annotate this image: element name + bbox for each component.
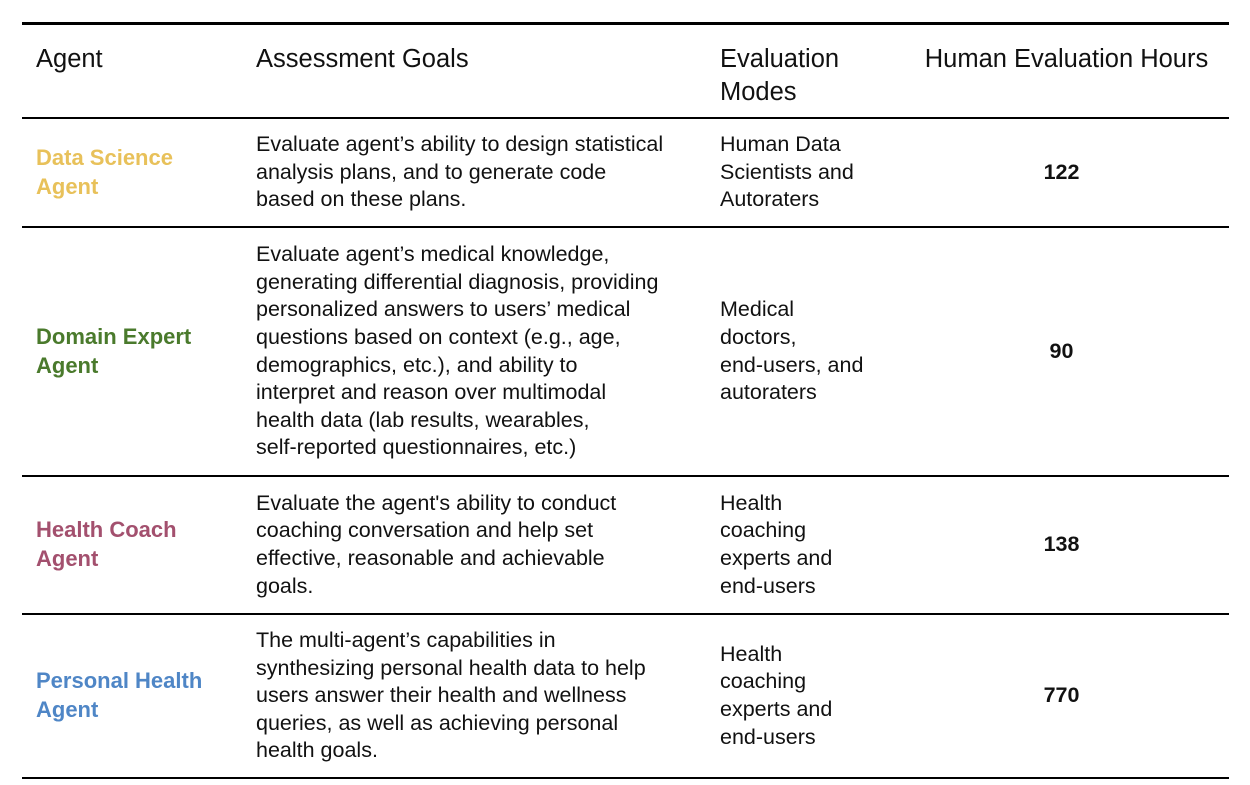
goals-cell: [242, 131, 706, 214]
hours-cell: [894, 338, 1229, 366]
agent-name-domain-expert: Domain Expert Agent: [36, 323, 192, 378]
table-bottom-rule: [22, 777, 1229, 779]
modes-cell: [706, 641, 894, 751]
agent-cell: [22, 667, 242, 724]
table-row: [22, 615, 1229, 777]
modes-text: Health coaching experts and end-users: [720, 490, 833, 598]
header-assessment-goals: Assessment Goals: [256, 45, 469, 73]
header-evaluation-modes-text: Evaluation Modes: [720, 45, 840, 106]
header-agent: Agent: [36, 45, 103, 73]
table-row: [22, 477, 1229, 613]
hours-cell: [894, 159, 1229, 187]
goals-text: The multi-agent’s capabilities in synthesizing personal health data to help users answer their health and wellness queries, as well as achieving personal health goals.: [256, 628, 646, 763]
modes-text: Health coaching experts and end-users: [720, 641, 833, 749]
goals-cell: [242, 627, 706, 765]
goals-cell: [242, 241, 706, 462]
agent-name-data-science: Data Science Agent: [36, 144, 173, 199]
goals-text: Evaluate the agent's ability to conduct coaching conversation and help set effective, reasonable and achievable goals.: [256, 490, 617, 598]
hours-value: 770: [1043, 683, 1080, 708]
agent-cell: [22, 144, 242, 201]
modes-cell: [706, 490, 894, 600]
header-human-evaluation-hours: Human Evaluation Hours: [924, 45, 1209, 73]
hours-value: 90: [1049, 338, 1074, 363]
goals-text: Evaluate agent’s ability to design statistical analysis plans, and to generate code based on these plans.: [256, 132, 664, 212]
table-header-row: [22, 25, 1229, 117]
evaluation-table: [22, 22, 1229, 779]
goals-cell: [242, 490, 706, 600]
agent-name-health-coach: Health Coach Agent: [36, 517, 177, 571]
agent-cell: [22, 323, 242, 380]
hours-cell: [894, 682, 1229, 710]
hours-cell: [894, 531, 1229, 559]
modes-cell: [706, 296, 894, 406]
agent-cell: [22, 516, 242, 573]
table-row: [22, 119, 1229, 226]
modes-cell: [706, 131, 894, 214]
table-row: [22, 228, 1229, 475]
hours-value: 138: [1043, 532, 1080, 557]
modes-text: Medical doctors, end-users, and autoraters: [720, 297, 864, 405]
modes-text: Human Data Scientists and Autoraters: [720, 132, 854, 212]
hours-value: 122: [1043, 159, 1080, 184]
goals-text: Evaluate agent’s medical knowledge, generating differential diagnosis, providing personalized answers to users’ medical questions based on context (e.g., age, demographics, etc.), and ability to interpret and reason over multimodal health data (lab results, wearables, self-reported questionnaires, etc.): [256, 242, 659, 460]
agent-name-personal-health: Personal Health Agent: [36, 668, 203, 722]
header-evaluation-modes: [706, 43, 894, 109]
